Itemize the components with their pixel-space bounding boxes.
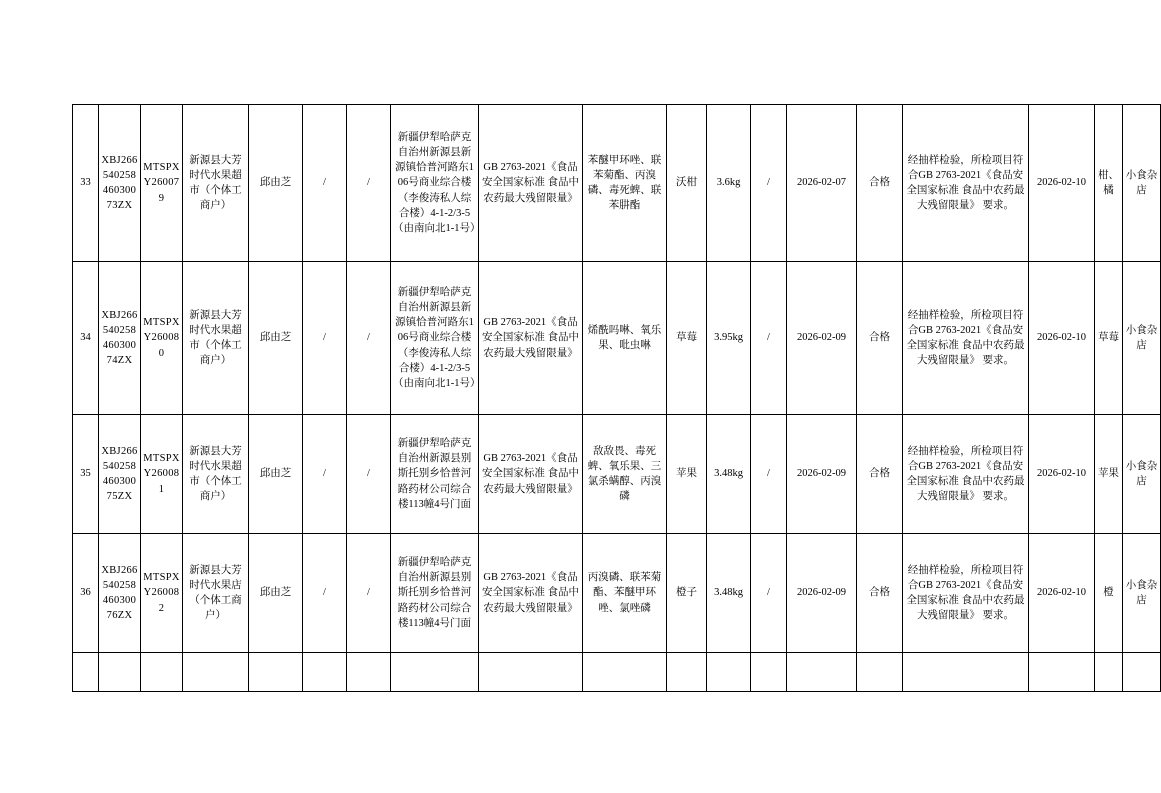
cell-standard: GB 2763-2021《食品安全国家标准 食品中农药最大残留限量》 bbox=[479, 262, 583, 415]
cell-type: 小食杂店 bbox=[1123, 534, 1161, 653]
cell-items: 丙溴磷、联苯菊酯、苯醚甲环唑、氯唑磷 bbox=[583, 534, 667, 653]
cell-sample-no: XBJ26654025846030074ZX bbox=[99, 262, 141, 415]
cell-category: 苹果 bbox=[1095, 415, 1123, 534]
cell-task-no: MTSPXY260080 bbox=[141, 262, 183, 415]
cell-blank2: / bbox=[347, 105, 391, 262]
cell-publish-date: 2026-02-10 bbox=[1029, 262, 1095, 415]
cell-empty bbox=[141, 653, 183, 692]
cell-sample-no: XBJ26654025846030073ZX bbox=[99, 105, 141, 262]
cell-empty bbox=[583, 653, 667, 692]
cell-category: 草莓 bbox=[1095, 262, 1123, 415]
cell-category: 橙 bbox=[1095, 534, 1123, 653]
cell-blank1: / bbox=[303, 262, 347, 415]
cell-blank1: / bbox=[303, 415, 347, 534]
cell-blank1: / bbox=[303, 534, 347, 653]
cell-conclusion: 经抽样检验，所检项目符合GB 2763-2021《食品安全国家标准 食品中农药最大残留限量》 要求。 bbox=[903, 534, 1029, 653]
cell-sample-date: 2026-02-09 bbox=[787, 415, 857, 534]
cell-blank2: / bbox=[347, 262, 391, 415]
cell-type: 小食杂店 bbox=[1123, 105, 1161, 262]
cell-empty bbox=[347, 653, 391, 692]
cell-sample-date: 2026-02-09 bbox=[787, 262, 857, 415]
cell-blank3: / bbox=[751, 105, 787, 262]
cell-company: 新源县大芳时代水果店（个体工商户） bbox=[183, 534, 249, 653]
cell-company: 新源县大芳时代水果超市（个体工商户） bbox=[183, 262, 249, 415]
inspection-results-table-wrapper bbox=[72, 104, 1158, 692]
cell-index: 35 bbox=[73, 415, 99, 534]
cell-address: 新疆伊犁哈萨克自治州新源县新源镇恰普河路东106号商业综合楼（李俊涛私人综合楼）4-1-2/3-5（由南向北1-1号） bbox=[391, 105, 479, 262]
cell-address: 新疆伊犁哈萨克自治州新源县别斯托别乡恰普河路药材公司综合楼113幢4号门面 bbox=[391, 534, 479, 653]
cell-person: 邱由芝 bbox=[249, 262, 303, 415]
cell-empty bbox=[1095, 653, 1123, 692]
cell-sample-no: XBJ26654025846030076ZX bbox=[99, 534, 141, 653]
cell-publish-date: 2026-02-10 bbox=[1029, 105, 1095, 262]
cell-address: 新疆伊犁哈萨克自治州新源县别斯托别乡恰普河路药材公司综合楼113幢4号门面 bbox=[391, 415, 479, 534]
cell-publish-date: 2026-02-10 bbox=[1029, 415, 1095, 534]
cell-index: 34 bbox=[73, 262, 99, 415]
cell-empty bbox=[391, 653, 479, 692]
cell-task-no: MTSPXY260081 bbox=[141, 415, 183, 534]
cell-standard: GB 2763-2021《食品安全国家标准 食品中农药最大残留限量》 bbox=[479, 534, 583, 653]
cell-sample-date: 2026-02-09 bbox=[787, 534, 857, 653]
table-row bbox=[73, 262, 1161, 415]
cell-result: 合格 bbox=[857, 415, 903, 534]
cell-empty bbox=[857, 653, 903, 692]
cell-empty bbox=[667, 653, 707, 692]
cell-empty bbox=[73, 653, 99, 692]
cell-food-name: 沃柑 bbox=[667, 105, 707, 262]
cell-blank3: / bbox=[751, 415, 787, 534]
cell-empty bbox=[99, 653, 141, 692]
cell-sample-no: XBJ26654025846030075ZX bbox=[99, 415, 141, 534]
cell-food-name: 橙子 bbox=[667, 534, 707, 653]
cell-conclusion: 经抽样检验，所检项目符合GB 2763-2021《食品安全国家标准 食品中农药最大残留限量》 要求。 bbox=[903, 105, 1029, 262]
cell-weight: 3.48kg bbox=[707, 534, 751, 653]
cell-empty bbox=[249, 653, 303, 692]
cell-type: 小食杂店 bbox=[1123, 415, 1161, 534]
cell-items: 烯酰吗啉、氧乐果、吡虫啉 bbox=[583, 262, 667, 415]
cell-weight: 3.6kg bbox=[707, 105, 751, 262]
cell-person: 邱由芝 bbox=[249, 534, 303, 653]
cell-weight: 3.48kg bbox=[707, 415, 751, 534]
cell-publish-date: 2026-02-10 bbox=[1029, 534, 1095, 653]
cell-items: 苯醚甲环唑、联苯菊酯、丙溴磷、毒死蜱、联苯肼酯 bbox=[583, 105, 667, 262]
cell-empty bbox=[903, 653, 1029, 692]
cell-address: 新疆伊犁哈萨克自治州新源县新源镇恰普河路东106号商业综合楼（李俊涛私人综合楼）4-1-2/3-5（由南向北1-1号） bbox=[391, 262, 479, 415]
cell-person: 邱由芝 bbox=[249, 415, 303, 534]
cell-standard: GB 2763-2021《食品安全国家标准 食品中农药最大残留限量》 bbox=[479, 105, 583, 262]
cell-sample-date: 2026-02-07 bbox=[787, 105, 857, 262]
cell-index: 36 bbox=[73, 534, 99, 653]
cell-task-no: MTSPXY260079 bbox=[141, 105, 183, 262]
cell-empty bbox=[1123, 653, 1161, 692]
cell-empty bbox=[183, 653, 249, 692]
cell-index: 33 bbox=[73, 105, 99, 262]
cell-food-name: 草莓 bbox=[667, 262, 707, 415]
cell-weight: 3.95kg bbox=[707, 262, 751, 415]
cell-items: 敌敌畏、毒死蜱、氧乐果、三氯杀螨醇、丙溴磷 bbox=[583, 415, 667, 534]
cell-category: 柑、橘 bbox=[1095, 105, 1123, 262]
cell-empty bbox=[479, 653, 583, 692]
table-row-empty bbox=[73, 653, 1161, 692]
cell-empty bbox=[751, 653, 787, 692]
cell-empty bbox=[303, 653, 347, 692]
table-row bbox=[73, 415, 1161, 534]
cell-person: 邱由芝 bbox=[249, 105, 303, 262]
cell-company: 新源县大芳时代水果超市（个体工商户） bbox=[183, 415, 249, 534]
cell-empty bbox=[1029, 653, 1095, 692]
cell-blank3: / bbox=[751, 262, 787, 415]
cell-blank2: / bbox=[347, 534, 391, 653]
cell-conclusion: 经抽样检验，所检项目符合GB 2763-2021《食品安全国家标准 食品中农药最大残留限量》 要求。 bbox=[903, 262, 1029, 415]
cell-blank2: / bbox=[347, 415, 391, 534]
inspection-results-table bbox=[72, 104, 1161, 692]
cell-result: 合格 bbox=[857, 262, 903, 415]
cell-food-name: 苹果 bbox=[667, 415, 707, 534]
table-row bbox=[73, 105, 1161, 262]
cell-company: 新源县大芳时代水果超市（个体工商户） bbox=[183, 105, 249, 262]
cell-type: 小食杂店 bbox=[1123, 262, 1161, 415]
cell-result: 合格 bbox=[857, 105, 903, 262]
cell-conclusion: 经抽样检验，所检项目符合GB 2763-2021《食品安全国家标准 食品中农药最大残留限量》 要求。 bbox=[903, 415, 1029, 534]
cell-empty bbox=[787, 653, 857, 692]
cell-blank3: / bbox=[751, 534, 787, 653]
cell-blank1: / bbox=[303, 105, 347, 262]
cell-result: 合格 bbox=[857, 534, 903, 653]
cell-task-no: MTSPXY260082 bbox=[141, 534, 183, 653]
table-row bbox=[73, 534, 1161, 653]
cell-standard: GB 2763-2021《食品安全国家标准 食品中农药最大残留限量》 bbox=[479, 415, 583, 534]
cell-empty bbox=[707, 653, 751, 692]
